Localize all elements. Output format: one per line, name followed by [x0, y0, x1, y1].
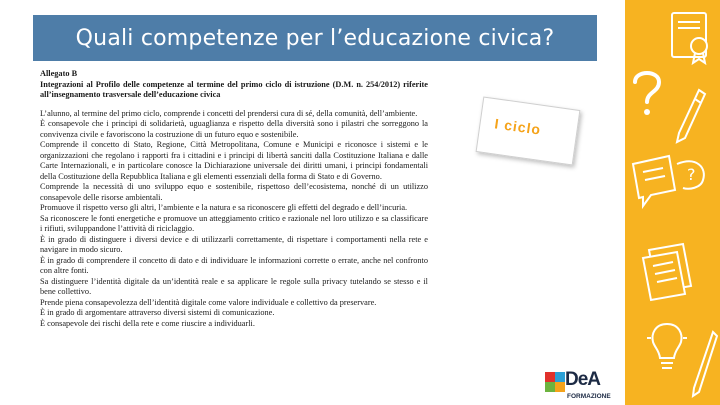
document-heading-annex: Allegato B	[40, 69, 78, 78]
document-paragraph: Comprende il concetto di Stato, Regione, Città Metropolitana, Comune e Municipi e riconosce i sistemi e le organizzazioni che regolano i rapporti fra i cittadini e i principi di libertà sanciti dalla Costituzione Italiana e dalle Carte Internazionali, e in particolare conosce la Dichiarazione universale dei diritti umani, i principi fondamentali della Costituzione della Repubblica Italiana e gli elementi essenziali della forma di Stato e di Governo.	[40, 140, 428, 181]
sticky-note-label: I ciclo	[493, 115, 543, 138]
certificate-icon	[669, 10, 715, 66]
decorative-side-panel	[625, 0, 720, 405]
slide-title: Quali competenze per l’educazione civica?	[75, 25, 555, 51]
slide-title-bar	[33, 15, 597, 61]
lightbulb-icon	[645, 318, 689, 376]
document-paragraph: Sa distinguere l’identità digitale da un’identità reale e sa applicare le regole sulla privacy tutelando se stesso e il bene collettivo.	[40, 276, 428, 296]
document-paragraph: Prende piena consapevolezza dell’identità digitale come valore individuale e collettivo da preservare.	[40, 297, 377, 307]
document-paragraph: Sa riconoscere le fonti energetiche e promuove un atteggiamento critico e razionale nel loro utilizzo e sa classificare i rifiuti, sviluppandone l’attività di riciclaggio.	[40, 213, 428, 233]
document-paragraph: Comprende la necessità di uno sviluppo equo e sostenibile, rispettoso dell’ecosistema, nonché di un utilizzo consapevole delle risorse ambientali.	[40, 182, 428, 202]
logo-mark-icon	[543, 370, 567, 396]
logo-subtitle: FORMAZIONE	[567, 393, 611, 400]
papers-icon	[639, 240, 707, 302]
document-heading-title: Integrazioni al Profilo delle competenze al termine del primo ciclo di istruzione (D.M. n. 254/2012) riferite all’insegnamento trasversale dell’educazione civica	[40, 79, 428, 99]
document-paragraph: L’alunno, al termine del primo ciclo, comprende i concetti del prendersi cura di sé, della comunità, dell’ambiente.	[40, 108, 418, 118]
svg-text:?: ?	[687, 165, 696, 184]
document-excerpt	[40, 66, 428, 372]
document-paragraph: È consapevole che i principi di solidarietà, uguaglianza e rispetto della diversità sono i pilastri che sorreggono la convivenza civile e favoriscono la costruzione di un futuro equo e sostenibile.	[40, 119, 428, 139]
document-paragraph: È in grado di argomentare attraverso diversi sistemi di comunicazione.	[40, 308, 275, 317]
document-paragraph: Promuove il rispetto verso gli altri, l’ambiente e la natura e sa riconoscere gli effetti del degrado e dell’incuria.	[40, 203, 408, 212]
logo-wordmark: DeA	[565, 369, 601, 390]
document-paragraph: È consapevole dei rischi della rete e come riuscire a individuarli.	[40, 318, 255, 328]
pen-icon	[689, 330, 719, 400]
pencil-icon	[673, 86, 709, 146]
chat-bubble-question-icon	[629, 150, 709, 212]
question-mark-icon	[627, 66, 667, 118]
document-paragraph: È in grado di comprendere il concetto di dato e di individuare le informazioni corrette o errate, anche nel confronto con altre fonti.	[40, 255, 428, 275]
dea-formazione-logo	[543, 368, 618, 405]
sticky-note	[476, 96, 581, 165]
document-paragraph: È in grado di distinguere i diversi device e di utilizzarli correttamente, di rispettare i comportamenti nella rete e navigare in modo sicuro.	[40, 234, 428, 254]
